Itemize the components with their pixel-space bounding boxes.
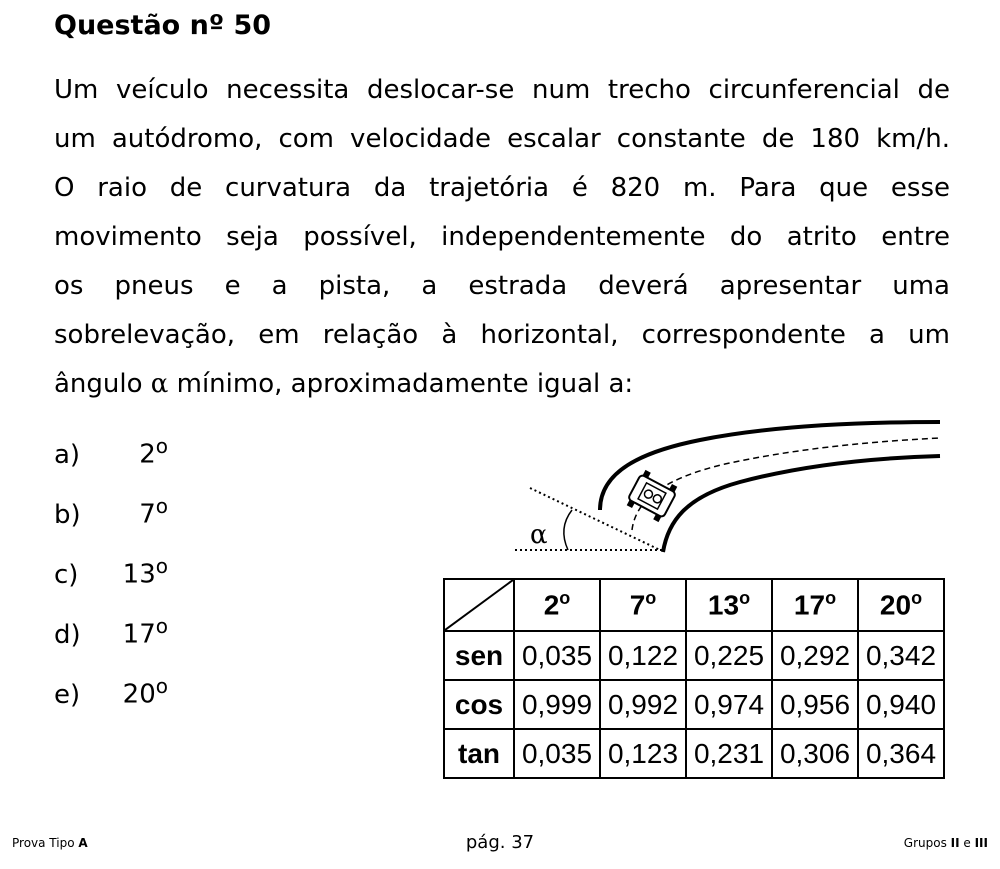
option-letter: d) bbox=[54, 619, 81, 650]
degree-mark: o bbox=[155, 554, 168, 578]
table-row-sen bbox=[444, 631, 944, 680]
alpha-symbol: α bbox=[150, 369, 169, 399]
angle-header-cell: 13$^o$ bbox=[686, 579, 772, 631]
table-cell: 0,940 bbox=[858, 680, 944, 729]
table-cell: 0,999 bbox=[514, 680, 600, 729]
table-cell: 0,123 bbox=[600, 729, 686, 778]
statement-line: um autódromo, com velocidade escalar constante de 180 km/h. bbox=[54, 124, 950, 154]
table-cell: 0,306 bbox=[772, 729, 858, 778]
option-value: 7$^o$ bbox=[139, 494, 168, 530]
angle-header-cell: 17$^o$ bbox=[772, 579, 858, 631]
table-row-tan bbox=[444, 729, 944, 778]
option-value: 2$^o$ bbox=[139, 434, 168, 470]
statement-text: ângulo bbox=[54, 369, 151, 399]
row-label: cos bbox=[444, 680, 514, 729]
option-value: 13$^o$ bbox=[122, 554, 168, 590]
angle-header-cell: 2$^o$ bbox=[514, 579, 600, 631]
footer-groups: Grupos II e III bbox=[903, 836, 988, 850]
car-icon bbox=[625, 469, 679, 523]
table-cell: 0,974 bbox=[686, 680, 772, 729]
statement-line: Um veículo necessita deslocar-se num trecho circunferencial de bbox=[54, 75, 950, 105]
table-cell: 0,992 bbox=[600, 680, 686, 729]
option-b[interactable] bbox=[54, 480, 168, 540]
angle-arc bbox=[564, 510, 572, 550]
trig-table bbox=[443, 578, 945, 779]
table-row-cos bbox=[444, 680, 944, 729]
statement-line bbox=[54, 360, 950, 409]
statement-line: movimento seja possível, independentemente do atrito entre bbox=[54, 222, 950, 252]
footer-exam-type: Prova Tipo A bbox=[12, 836, 88, 850]
table-cell: 0,292 bbox=[772, 631, 858, 680]
footer-page-number: pág. 37 bbox=[465, 832, 535, 853]
angle-header-cell: 20$^o$ bbox=[858, 579, 944, 631]
degree-mark: o bbox=[155, 674, 168, 698]
question-title: Questão nº 50 bbox=[54, 10, 272, 41]
option-value: 17$^o$ bbox=[122, 614, 168, 650]
answer-options bbox=[54, 420, 168, 720]
option-a[interactable] bbox=[54, 420, 168, 480]
statement-line: sobrelevação, em relação à horizontal, correspondente a um bbox=[54, 320, 950, 350]
angle-header-cell: 7$^o$ bbox=[600, 579, 686, 631]
option-d[interactable] bbox=[54, 600, 168, 660]
option-letter: e) bbox=[54, 679, 81, 710]
question-statement bbox=[54, 66, 950, 409]
option-value: 20$^o$ bbox=[122, 674, 168, 710]
statement-line: O raio de curvatura da trajetória é 820 m. Para que esse bbox=[54, 173, 950, 203]
table-cell: 0,342 bbox=[858, 631, 944, 680]
statement-line: os pneus e a pista, a estrada deverá apresentar uma bbox=[54, 271, 950, 301]
option-letter: b) bbox=[54, 499, 81, 530]
table-cell: 0,122 bbox=[600, 631, 686, 680]
table-header-row bbox=[444, 579, 944, 631]
table-cell: 0,225 bbox=[686, 631, 772, 680]
table-cell: 0,956 bbox=[772, 680, 858, 729]
row-label: tan bbox=[444, 729, 514, 778]
option-e[interactable] bbox=[54, 660, 168, 720]
table-corner-cell bbox=[444, 579, 514, 631]
table-cell: 0,035 bbox=[514, 631, 600, 680]
option-letter: c) bbox=[54, 559, 79, 590]
table-cell: 0,364 bbox=[858, 729, 944, 778]
row-label: sen bbox=[444, 631, 514, 680]
option-c[interactable] bbox=[54, 540, 168, 600]
table-cell: 0,035 bbox=[514, 729, 600, 778]
road-inner-edge bbox=[663, 456, 940, 552]
banked-curve-figure bbox=[500, 412, 960, 572]
degree-mark: o bbox=[155, 614, 168, 638]
degree-mark: o bbox=[155, 434, 168, 458]
table-cell: 0,231 bbox=[686, 729, 772, 778]
option-letter: a) bbox=[54, 439, 81, 470]
statement-text: mínimo, aproximadamente igual a: bbox=[168, 369, 634, 399]
angle-label: α bbox=[530, 520, 548, 550]
degree-mark: o bbox=[155, 494, 168, 518]
